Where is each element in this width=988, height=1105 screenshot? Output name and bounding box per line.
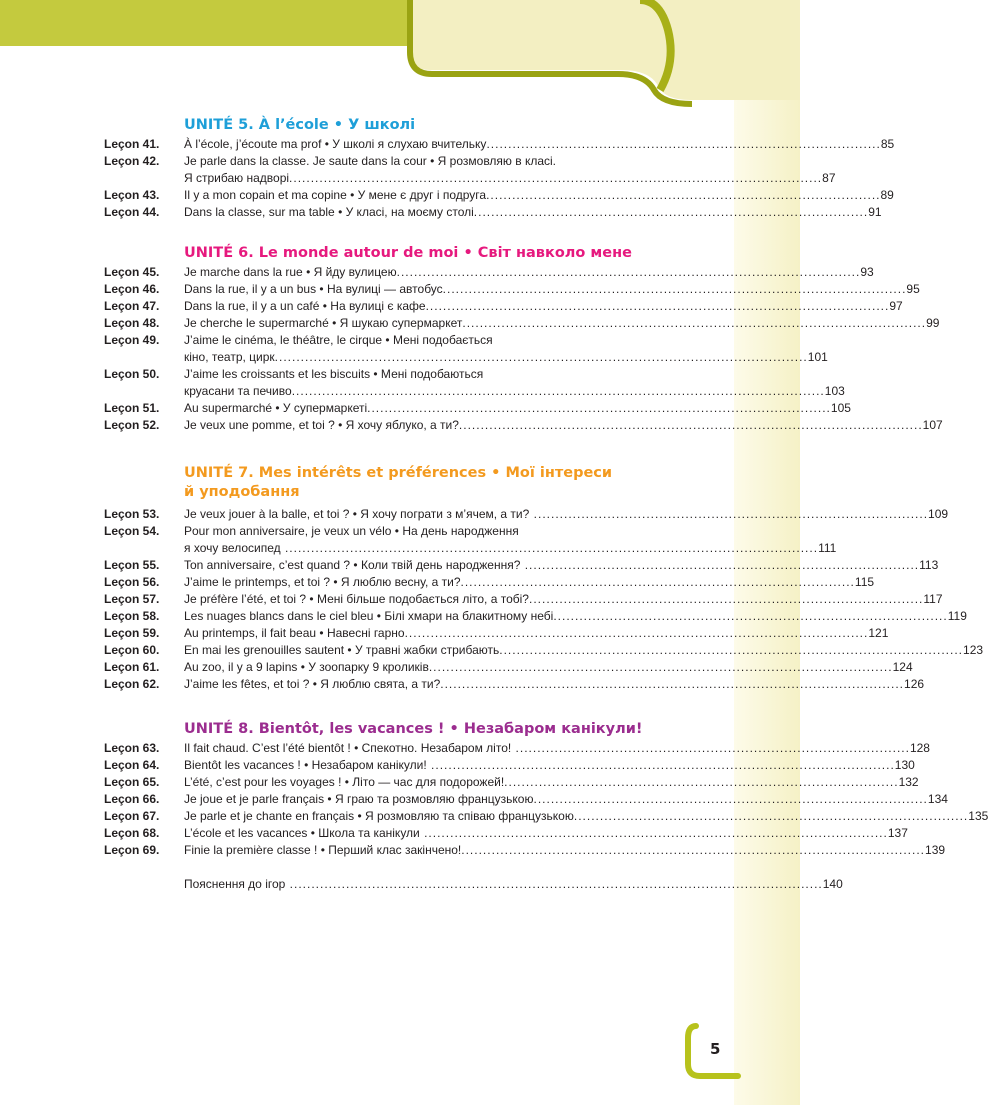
lesson-page: 97 — [889, 299, 903, 313]
lesson-62-row: Leçon 62. J’aime les fêtes, et toi ? • Я люблю свята, а ти? ........................................................................................................... 126 — [104, 677, 925, 691]
lesson-44-row: Leçon 44. Dans la classe, sur ma table • У класі, на моєму столі ........................................................................................... 91 — [104, 205, 882, 219]
lesson-number: Leçon 51. — [104, 401, 160, 415]
lesson-59-row: Leçon 59. Au printemps, il fait beau • Навесні гарно ........................................................................................................... 121 — [104, 626, 889, 640]
lesson-56-row: Leçon 56. J’aime le printemps, et toi ? • Я люблю весну, а ти? ........................................................................................... 115 — [104, 575, 875, 589]
lesson-page: 132 — [898, 775, 919, 789]
lesson-title-line1: Je parle dans la classe. Je saute dans la cour • Я розмовляю в класі. — [184, 154, 557, 168]
appendix-title: Пояснення до ігор — [184, 877, 286, 891]
lesson-60-row: Leçon 60. En mai les grenouilles sautent • У травні жабки стрибають ........................................................................................................... 123 — [104, 643, 984, 657]
lesson-58-row: Leçon 58. Les nuages blancs dans le ciel bleu • Білі хмари на блакитному небі ........................................................................................... 119 — [104, 609, 967, 623]
lesson-number: Leçon 63. — [104, 741, 160, 755]
lesson-title: Au zoo, il y a 9 lapins • У зоопарку 9 кроликів — [184, 660, 429, 674]
lesson-title: Dans la rue, il y a un café • На вулиці є кафе — [184, 299, 426, 313]
lesson-title-line1: J’aime les croissants et les biscuits • Мені подобаються — [184, 367, 484, 381]
lesson-49-row-cont: кіно, театр, цирк ........................................................................................................................... 101 — [184, 350, 828, 364]
lesson-number: Leçon 45. — [104, 265, 160, 279]
lesson-number: Leçon 44. — [104, 205, 160, 219]
lesson-50-row-cont: круасани та печиво ........................................................................................................................... 103 — [184, 384, 845, 398]
lesson-number: Leçon 57. — [104, 592, 160, 606]
lesson-page: 119 — [947, 609, 967, 623]
lesson-number: Leçon 62. — [104, 677, 160, 691]
lesson-42-row-cont: Я стрибаю надворі ........................................................................................................................... 87 — [184, 171, 836, 185]
lesson-number: Leçon 48. — [104, 316, 160, 330]
lesson-54-row-cont: я хочу велосипед ........................................................................................................................... 111 — [184, 541, 837, 555]
lesson-page: 105 — [830, 401, 851, 415]
lesson-54-row — [0, 523, 800, 540]
lesson-66-row: Leçon 66. Je joue et je parle français • Я граю та розмовляю французькою ........................................................................................... 134 — [104, 792, 948, 806]
lesson-number: Leçon 49. — [104, 333, 160, 347]
lesson-title: Je marche dans la rue • Я йду вулицею — [184, 265, 397, 279]
lesson-48-row: Leçon 48. Je cherche le supermarché • Я шукаю супермаркет ........................................................................................................... 99 — [104, 316, 940, 330]
lesson-page: 103 — [824, 384, 845, 398]
unit-8-heading: UNITÉ 8. Bientôt, les vacances ! • Незабаром канікули! — [184, 721, 643, 737]
lesson-title: J’aime le printemps, et toi ? • Я люблю весну, а ти? — [184, 575, 461, 589]
page-number: 5 — [710, 1040, 721, 1058]
lesson-title: Au printemps, il fait beau • Навесні гарно — [184, 626, 405, 640]
lesson-page: 85 — [880, 137, 895, 151]
lesson-number: Leçon 58. — [104, 609, 160, 623]
lesson-page: 134 — [927, 792, 948, 806]
lesson-page: 87 — [822, 171, 836, 185]
lesson-page: 95 — [906, 282, 920, 296]
lesson-69-row: Leçon 69. Finie la première classe ! • Перший клас закінчено! ........................................................................................................... 139 — [104, 843, 946, 857]
lesson-52-row: Leçon 52. Je veux une pomme, et toi ? • Я хочу яблуко, а ти? ........................................................................................................... 107 — [104, 418, 943, 432]
unit-5-heading: UNITÉ 5. À l’école • У школі — [184, 117, 416, 133]
lesson-49-row — [0, 332, 800, 349]
lesson-title: Il y a mon copain et ma copine • У мене є друг і подруга — [184, 188, 487, 202]
lesson-title: Я стрибаю надворі — [184, 171, 290, 185]
lesson-68-row: Leçon 68. L’école et les vacances • Школа та канікули ........................................................................................................... 137 — [104, 826, 908, 840]
lesson-number: Leçon 69. — [104, 843, 160, 857]
lesson-41-row: Leçon 41. À l’école, j’écoute ma prof • У школі я слухаю вчительку ........................................................................................... 85 — [104, 137, 895, 151]
lesson-title: Finie la première classe ! • Перший клас закінчено! — [184, 843, 462, 857]
lesson-title: круасани та печиво — [184, 384, 292, 398]
lesson-page: 124 — [892, 660, 913, 674]
lesson-number: Leçon 41. — [104, 137, 160, 151]
lesson-number: Leçon 68. — [104, 826, 160, 840]
lesson-title: Je joue et je parle français • Я граю та розмовляю французькою — [184, 792, 534, 806]
lesson-page: 123 — [963, 643, 984, 657]
lesson-number: Leçon 66. — [104, 792, 160, 806]
lesson-65-row: Leçon 65. L’été, c’est pour les voyages ! • Літо — час для подорожей! ........................................................................................... 132 — [104, 775, 919, 789]
lesson-page: 91 — [868, 205, 882, 219]
lesson-title: Je cherche le supermarché • Я шукаю супермаркет — [184, 316, 463, 330]
unit-7-heading: UNITÉ 7. Mes intérêts et préférences • Мої інтереси — [184, 465, 613, 481]
lesson-number: Leçon 47. — [104, 299, 160, 313]
lesson-page: 113 — [919, 558, 939, 572]
lesson-page: 109 — [928, 507, 949, 521]
unit-6-heading: UNITÉ 6. Le monde autour de moi • Світ навколо мене — [184, 245, 632, 261]
lesson-title: Au supermarché • У супермаркеті — [184, 401, 368, 415]
lesson-51-row: Leçon 51. Au supermarché • У супермаркеті ........................................................................................................... 105 — [104, 401, 851, 415]
lesson-title: Dans la classe, sur ma table • У класі, на моєму столі — [184, 205, 474, 219]
lesson-title: L’été, c’est pour les voyages ! • Літо — час для подорожей! — [184, 775, 505, 789]
lesson-page: 111 — [818, 541, 837, 555]
lesson-page: 99 — [926, 316, 940, 330]
lesson-number: Leçon 67. — [104, 809, 160, 823]
lesson-page: 115 — [854, 575, 875, 589]
lesson-number: Leçon 53. — [104, 507, 160, 521]
lesson-number: Leçon 60. — [104, 643, 160, 657]
lesson-title: я хочу велосипед — [184, 541, 281, 555]
lesson-title: Il fait chaud. C’est l’été bientôt ! • Спекотно. Незабаром літо! — [184, 741, 512, 755]
lesson-number: Leçon 52. — [104, 418, 160, 432]
appendix-page: 140 — [822, 877, 843, 891]
lesson-55-row: Leçon 55. Ton anniversaire, c’est quand ? • Коли твій день народження? ........................................................................................... 113 — [104, 558, 939, 572]
lesson-53-row: Leçon 53. Je veux jouer à la balle, et toi ? • Я хочу пограти з м’ячем, а ти? ........................................................................................... 109 — [104, 507, 949, 521]
lesson-67-row: Leçon 67. Je parle et je chante en français • Я розмовляю та співаю французькою ........................................................................................... 135 — [104, 809, 988, 823]
lesson-title: Ton anniversaire, c’est quand ? • Коли твій день народження? — [184, 558, 521, 572]
lesson-63-row: Leçon 63. Il fait chaud. C’est l’été bientôt ! • Спекотно. Незабаром літо! ........................................................................................... 128 — [104, 741, 930, 755]
lesson-number: Leçon 50. — [104, 367, 160, 381]
lesson-number: Leçon 42. — [104, 154, 160, 168]
lesson-46-row: Leçon 46. Dans la rue, il y a un bus • На вулиці — автобус ........................................................................................................... 95 — [104, 282, 920, 296]
lesson-title: En mai les grenouilles sautent • У травні жабки стрибають — [184, 643, 500, 657]
lesson-page: 93 — [860, 265, 874, 279]
lesson-number: Leçon 65. — [104, 775, 160, 789]
lesson-page: 139 — [925, 843, 946, 857]
lesson-61-row: Leçon 61. Au zoo, il y a 9 lapins • У зоопарку 9 кроликів ........................................................................................................... 124 — [104, 660, 913, 674]
lesson-number: Leçon 43. — [104, 188, 160, 202]
lesson-title-line1: J’aime le cinéma, le théâtre, le cirque • Мені подобається — [184, 333, 493, 347]
lesson-title: Je parle et je chante en français • Я розмовляю та співаю французькою — [184, 809, 574, 823]
lesson-page: 137 — [887, 826, 908, 840]
lesson-number: Leçon 46. — [104, 282, 160, 296]
lesson-number: Leçon 64. — [104, 758, 160, 772]
lesson-50-row — [0, 366, 800, 383]
unit-7-heading-line2: й уподобання — [184, 484, 300, 500]
lesson-number: Leçon 59. — [104, 626, 160, 640]
lesson-title: Je veux une pomme, et toi ? • Я хочу яблуко, а ти? — [184, 418, 459, 432]
lesson-page: 126 — [904, 677, 925, 691]
lesson-43-row: Leçon 43. Il y a mon copain et ma copine • У мене є друг і подруга ........................................................................................... 89 — [104, 188, 894, 202]
top-decorative-band — [0, 0, 800, 100]
lesson-page: 121 — [868, 626, 889, 640]
lesson-title: кіно, театр, цирк — [184, 350, 275, 364]
lesson-45-row: Leçon 45. Je marche dans la rue • Я йду вулицею ........................................................................................................... 93 — [104, 265, 874, 279]
lesson-number: Leçon 56. — [104, 575, 160, 589]
lesson-page: 89 — [880, 188, 894, 202]
lesson-title: Je préfère l’été, et toi ? • Мені більше подобається літо, а тобі? — [184, 592, 529, 606]
lesson-title: Dans la rue, il y a un bus • На вулиці — автобус — [184, 282, 443, 296]
lesson-57-row: Leçon 57. Je préfère l’été, et toi ? • Мені більше подобається літо, а тобі? ........................................................................................... 117 — [104, 592, 943, 606]
lesson-page: 128 — [909, 741, 930, 755]
lesson-title: J’aime les fêtes, et toi ? • Я люблю свята, а ти? — [184, 677, 441, 691]
lesson-title: Je veux jouer à la balle, et toi ? • Я хочу пограти з м’ячем, а ти? — [184, 507, 530, 521]
lesson-title-line1: Pour mon anniversaire, je veux un vélo • На день народження — [184, 524, 519, 538]
lesson-page: 130 — [894, 758, 915, 772]
lesson-page: 107 — [922, 418, 943, 432]
lesson-title: Les nuages blancs dans le ciel bleu • Білі хмари на блакитному небі — [184, 609, 554, 623]
lesson-number: Leçon 61. — [104, 660, 160, 674]
lesson-64-row: Leçon 64. Bientôt les vacances ! • Незабаром канікули! ........................................................................................................... 130 — [104, 758, 915, 772]
lesson-title: L’école et les vacances • Школа та канікули — [184, 826, 420, 840]
lesson-page: 101 — [807, 350, 828, 364]
lesson-page: 117 — [923, 592, 943, 606]
lesson-title: Bientôt les vacances ! • Незабаром канікули! — [184, 758, 427, 772]
lesson-title: À l’école, j’écoute ma prof • У школі я слухаю вчительку — [184, 137, 487, 151]
lesson-number: Leçon 54. — [104, 524, 160, 538]
lesson-page: 135 — [968, 809, 988, 823]
lesson-number: Leçon 55. — [104, 558, 160, 572]
appendix-row: Пояснення до ігор ........................................................................................................................... 140 — [184, 877, 843, 891]
lesson-42-row — [0, 153, 800, 170]
lesson-47-row: Leçon 47. Dans la rue, il y a un café • На вулиці є кафе ........................................................................................................... 97 — [104, 299, 903, 313]
